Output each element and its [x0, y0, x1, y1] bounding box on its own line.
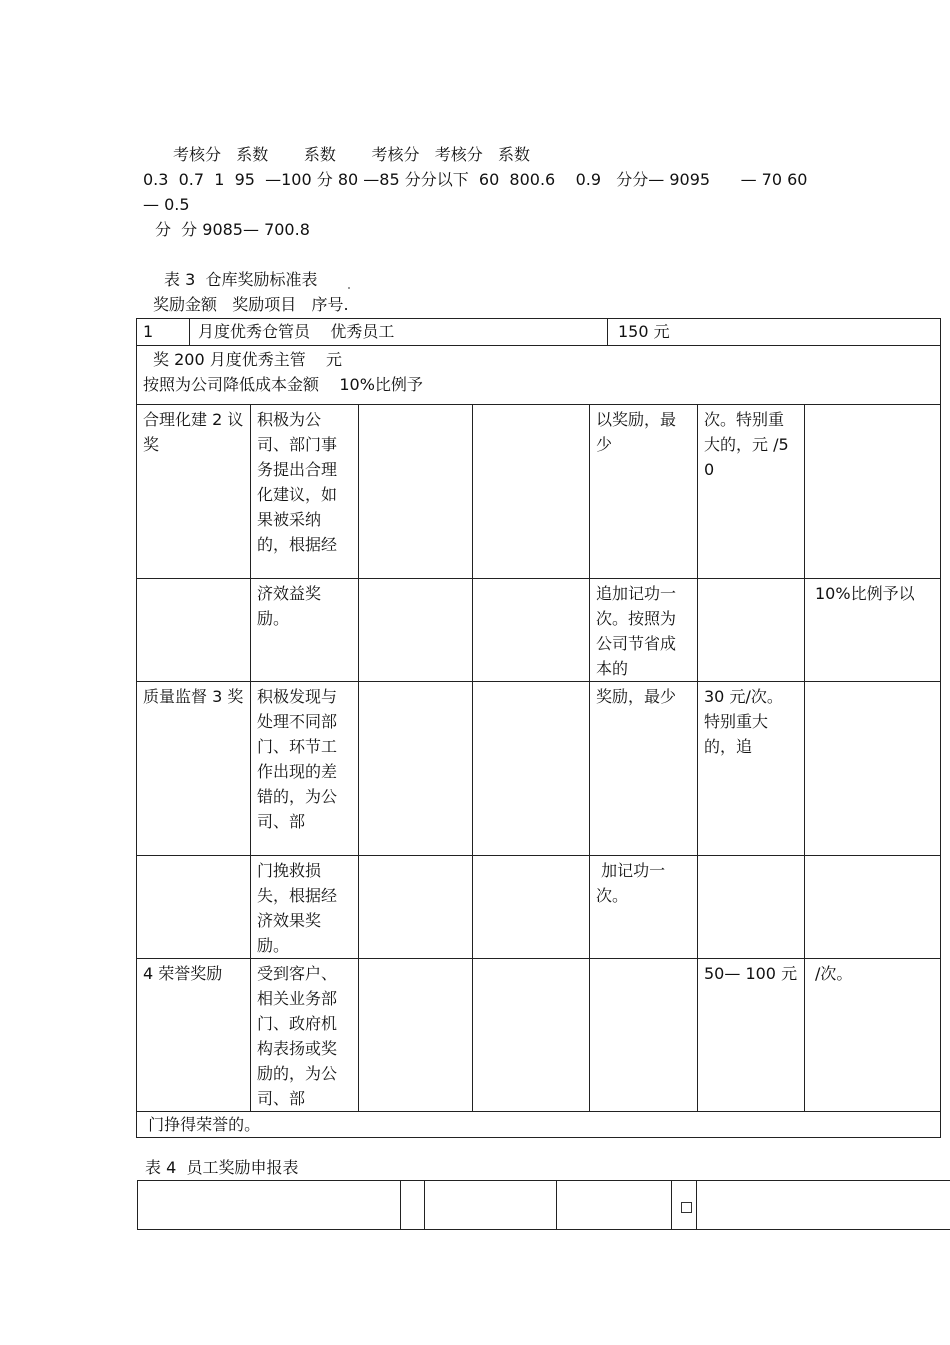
cell-item: 月度优秀仓管员 优秀员工: [190, 319, 608, 345]
table-row: [137, 405, 941, 579]
cell-text: 10%比例予以: [805, 579, 941, 682]
table-row: [137, 682, 941, 856]
cell-text: 积极发现与处理不同部门、环节工作出现的差错的，为公司、部: [251, 682, 359, 856]
cell-text: 加记功一次。: [590, 856, 698, 959]
form-cell[interactable]: [697, 1181, 950, 1230]
cell-text: 质量监督 3 奖: [137, 682, 251, 856]
table3-header: 奖励金额 奖励项目 序号.: [153, 295, 349, 314]
table4-caption: 表 4 员工奖励申报表: [145, 1158, 299, 1177]
table-row: [137, 319, 941, 346]
score-row-2: — 0.5: [143, 195, 190, 214]
cell-no: 1: [137, 319, 190, 345]
table-row: [137, 856, 941, 959]
cell-text: 门挽救损失，根据经济效果奖励。: [251, 856, 359, 959]
warehouse-reward-table: [136, 318, 941, 1138]
form-cell[interactable]: [557, 1181, 672, 1230]
score-header: 考核分 系数 系数 考核分 考核分 系数: [173, 145, 530, 164]
table3-caption: 表 3 仓库奖励标准表: [164, 270, 318, 289]
checkbox[interactable]: [681, 1202, 692, 1213]
score-row-3: 分 分 9085— 700.8: [155, 220, 310, 239]
cell-text: 30 元/次。特别重大的，追: [698, 682, 805, 856]
stray-dot: [348, 287, 350, 289]
cell-text: 追加记功一次。按照为公司节省成本的: [590, 579, 698, 682]
form-cell[interactable]: [138, 1181, 401, 1230]
score-row-1: 0.3 0.7 1 95 —100 分 80 —85 分分以下 60 800.6 0.9 分分— 9095 — 70 60: [143, 170, 808, 189]
table-row: [137, 579, 941, 682]
form-cell[interactable]: [401, 1181, 425, 1230]
cell-text: 奖励，最少: [590, 682, 698, 856]
table-row: [137, 959, 941, 1112]
cell-text: 按照为公司降低成本金额 10%比例予: [143, 375, 423, 394]
table-row: [137, 346, 941, 405]
cell-text: 4 荣誉奖励: [137, 959, 251, 1112]
cell-text: 合理化建 2 议奖: [137, 405, 251, 579]
cell-text: 以奖励，最少: [590, 405, 698, 579]
cell-text: 济效益奖励。: [251, 579, 359, 682]
employee-reward-application-table: [137, 1180, 950, 1230]
form-cell[interactable]: [425, 1181, 557, 1230]
cell-text: 门挣得荣誉的。: [137, 1112, 941, 1138]
cell-amount: 150 元: [618, 322, 670, 341]
cell-text: 受到客户、相关业务部门、政府机构表扬或奖励的，为公司、部: [251, 959, 359, 1112]
cell-text: 积极为公司、部门事务提出合理化建议，如果被采纳的，根据经: [251, 405, 359, 579]
table-row: [137, 1112, 941, 1138]
cell-text: 次。特别重大的，元 /50: [698, 405, 805, 579]
cell-text: /次。: [805, 959, 941, 1112]
cell-text: 奖 200 月度优秀主管 元: [153, 350, 343, 369]
cell-text: 50— 100 元: [698, 959, 805, 1112]
